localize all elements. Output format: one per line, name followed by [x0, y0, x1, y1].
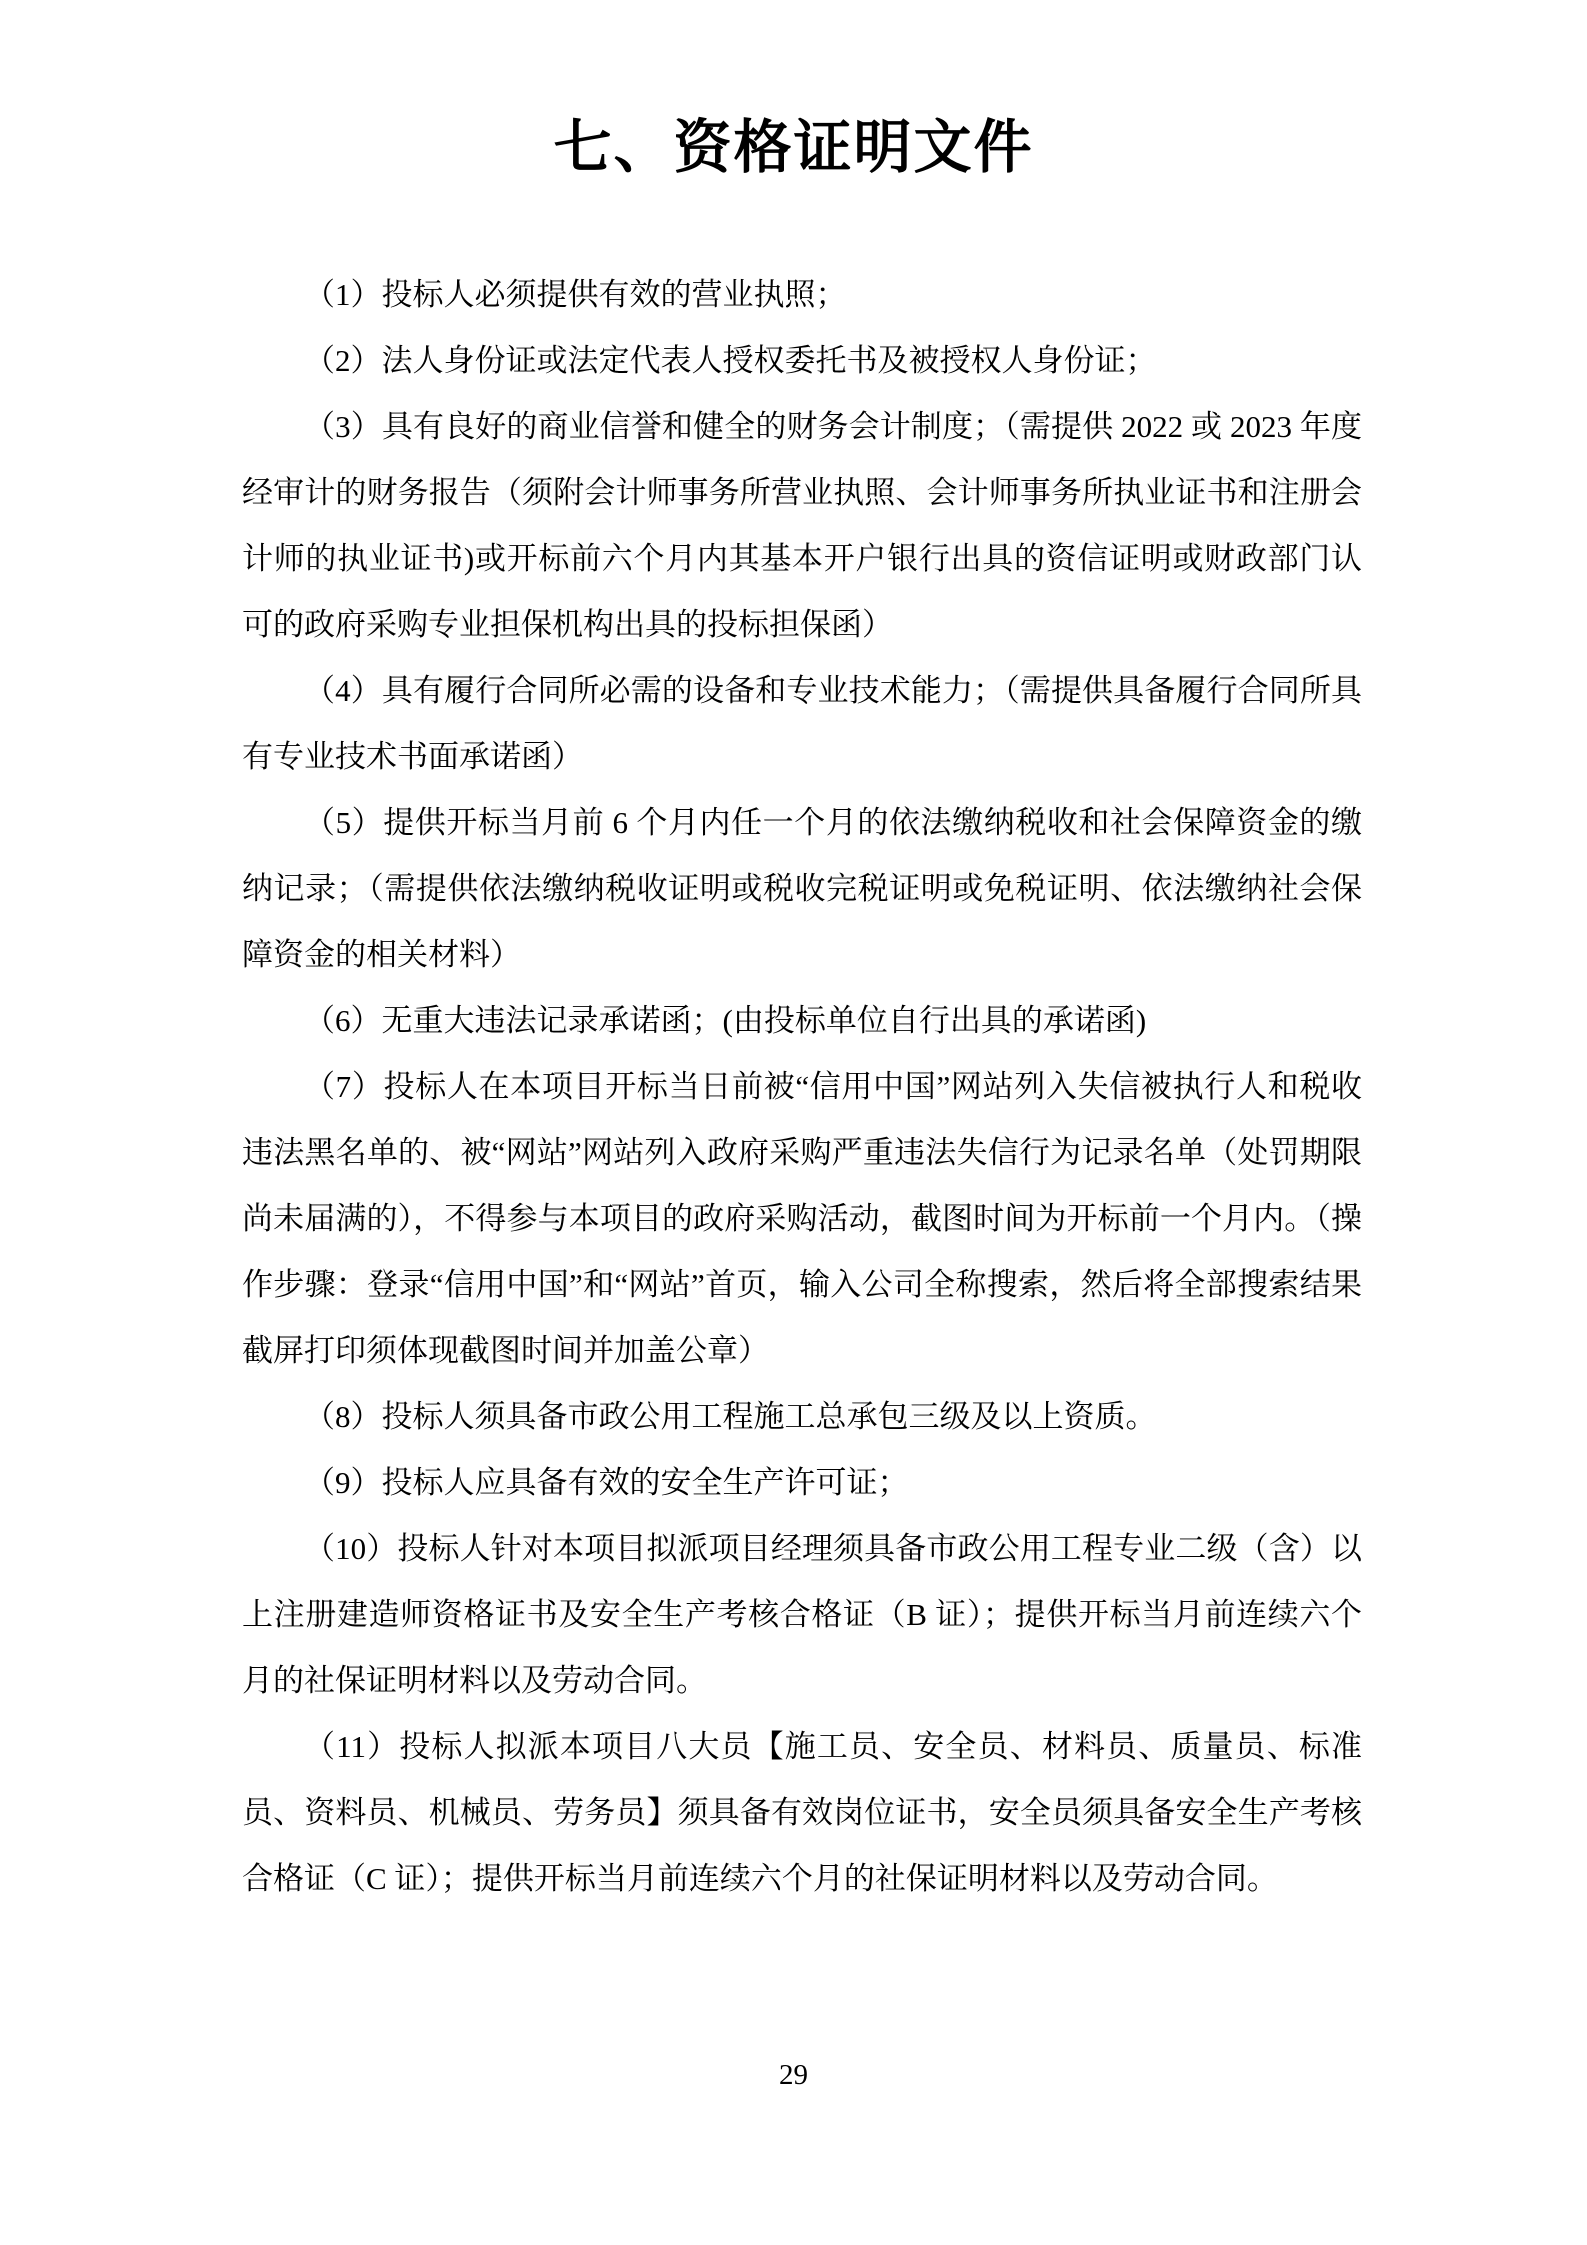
document-body [242, 262, 1362, 1912]
requirement-item-8: （8）投标人须具备市政公用工程施工总承包三级及以上资质。 [304, 1399, 1157, 1434]
requirement-item-3: （3）具有良好的商业信誉和健全的财务会计制度；（需提供 2022 或 2023 年度经审计的财务报告（须附会计师事务所营业执照、会计师事务所执业证书和注册会计师的执业证书)或开标前六个月内其基本开户银行出具的资信证明或财政部门认可的政府采购专业担保机构出具的投标担保函） [242, 409, 1362, 642]
requirement-item-5: （5）提供开标当月前 6 个月内任一个月的依法缴纳税收和社会保障资金的缴纳记录；（需提供依法缴纳税收证明或税收完税证明或免税证明、依法缴纳社会保障资金的相关材料） [242, 805, 1362, 972]
requirement-item-1: （1）投标人必须提供有效的营业执照； [304, 277, 847, 312]
requirement-item-7: （7）投标人在本项目开标当日前被“信用中国”网站列入失信被执行人和税收违法黑名单的、被“网站”网站列入政府采购严重违法失信行为记录名单（处罚期限尚未届满的），不得参与本项目的政府采购活动，截图时间为开标前一个月内。（操作步骤：登录“信用中国”和“网站”首页，输入公司全称搜索，然后将全部搜索结果截屏打印须体现截图时间并加盖公章） [242, 1069, 1362, 1368]
requirement-item-2: （2）法人身份证或法定代表人授权委托书及被授权人身份证； [304, 343, 1157, 378]
requirement-item-6: （6）无重大违法记录承诺函；(由投标单位自行出具的承诺函) [304, 1003, 1147, 1038]
page-number: 29 [779, 2059, 808, 2092]
requirement-item-10: （10）投标人针对本项目拟派项目经理须具备市政公用工程专业二级（含）以上注册建造师资格证书及安全生产考核合格证（B 证）；提供开标当月前连续六个月的社保证明材料以及劳动合同。 [242, 1531, 1362, 1698]
requirement-item-11: （11）投标人拟派本项目八大员【施工员、安全员、材料员、质量员、标准员、资料员、机械员、劳务员】须具备有效岗位证书，安全员须具备安全生产考核合格证（C 证）；提供开标当月前连续六个月的社保证明材料以及劳动合同。 [242, 1729, 1362, 1896]
page-title: 七、资格证明文件 [553, 115, 1034, 180]
requirement-item-9: （9）投标人应具备有效的安全生产许可证； [304, 1465, 909, 1500]
requirement-item-4: （4）具有履行合同所必需的设备和专业技术能力；（需提供具备履行合同所具有专业技术书面承诺函） [242, 673, 1362, 774]
